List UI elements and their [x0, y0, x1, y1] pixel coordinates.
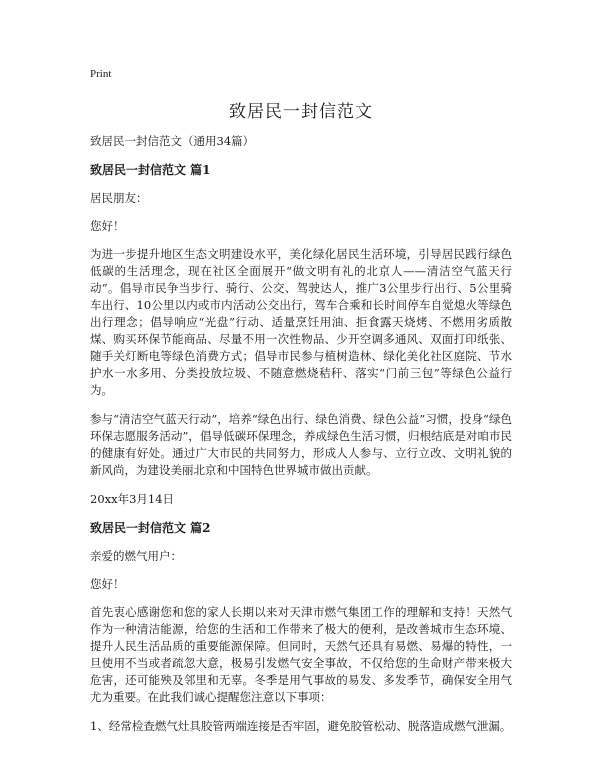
print-link[interactable]: Print [90, 68, 112, 80]
section1-paragraph-1: 为进一步提升地区生态文明建设水平，美化绿化居民生活环境，引导居民践行绿色低碳的生活理念，现在社区全面展开“做文明有礼的北京人——清洁空气蓝天行动”。倡导市民争当步行、骑行、公交、驾驶达人，推广3公里步行出行、5公里骑车出行、10公里以内或市内活动公交出行，驾车合乘和长时间停车自觉熄火等绿色出行理念；倡导响应“光盘”行动、适量烹饪用油、拒食露天烧烤、不燃用劣质散煤、购买环保节能商品、尽量不用一次性物品、少开空调多通风、双面打印纸张、随手关灯断电等绿色消费方式；倡导市民参与植树造林、绿化美化社区庭院、节水护水一水多用、分类投放垃圾、不随意燃烧秸秆、落实“门前三包”等绿色公益行为。 [90, 247, 512, 397]
section-heading-1: 致居民一封信范文 篇1 [90, 163, 211, 177]
document-subtitle: 致居民一封信范文（通用34篇） [90, 134, 255, 148]
section1-date: 20xx年3月14日 [90, 492, 175, 506]
greeting-2: 您好！ [90, 577, 125, 591]
section1-paragraph-2: 参与“清洁空气蓝天行动”，培养“绿色出行、绿色消费、绿色公益”习惯，投身“绿色环保志愿服务活动”，倡导低碳环保理念，养成绿色生活习惯，归根结底是对咱市民的健康有好处。通过广大市民的共同努力，形成人人参与、立行立改、文明礼貌的新风尚，为建设美丽北京和中国特色世界城市做出贡献。 [90, 412, 512, 477]
section2-paragraph-1: 首先衷心感谢您和您的家人长期以来对天津市燃气集团工作的理解和支持！天然气作为一种清洁能源，给您的生活和工作带来了极大的便利，是改善城市生态环境、提升人民生活品质的重要能源保障。但同时，天然气还具有易燃、易爆的特性，一旦使用不当或者疏忽大意，极易引发燃气安全事故，不仅给您的生命财产带来极大危害，还可能殃及邻里和无辜。冬季是用气事故的易发、多发季节，确保安全用气尤为重要。在此我们诚心提醒您注意以下事项： [90, 605, 512, 704]
salutation-1: 居民朋友： [90, 191, 148, 205]
greeting-1: 您好！ [90, 219, 125, 233]
page-title: 致居民一封信范文 [229, 102, 373, 122]
document-body [90, 133, 512, 747]
salutation-2: 亲爱的燃气用户： [90, 549, 182, 563]
section-heading-2: 致居民一封信范文 篇2 [90, 521, 211, 535]
section2-list-item-1: 1、经常检查燃气灶具胶管两端连接是否牢固，避免胶管松动、脱落造成燃气泄漏。 [90, 719, 512, 733]
